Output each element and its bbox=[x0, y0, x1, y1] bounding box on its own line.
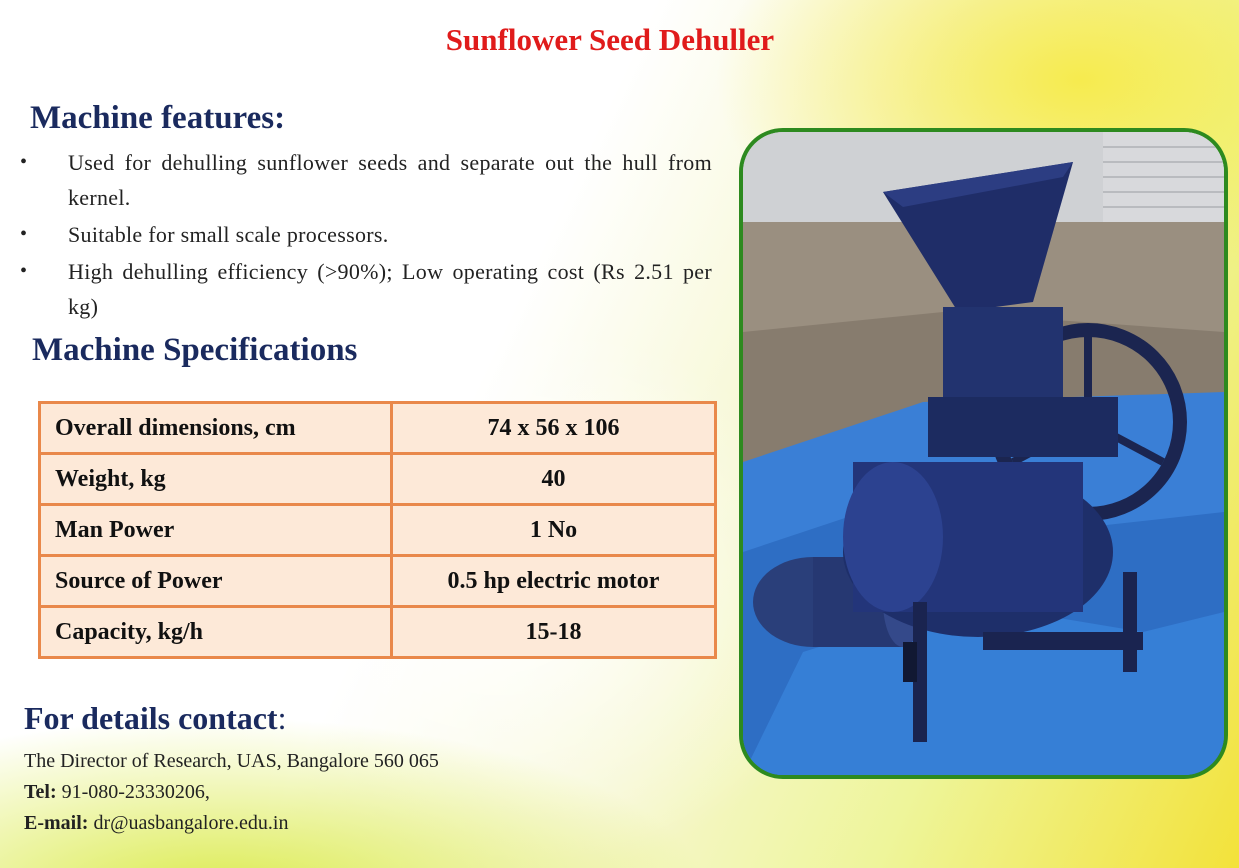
feature-text: Used for dehulling sunflower seeds and separate out the hull from kernel. bbox=[68, 150, 712, 210]
spec-value: 74 x 56 x 106 bbox=[392, 403, 716, 454]
specs-table bbox=[38, 401, 717, 659]
feature-item bbox=[20, 145, 712, 215]
contact-heading-colon: : bbox=[277, 700, 287, 736]
features-heading: Machine features: bbox=[30, 100, 286, 136]
spec-value: 0.5 hp electric motor bbox=[392, 556, 716, 607]
features-list bbox=[20, 145, 712, 326]
spec-label: Source of Power bbox=[40, 556, 392, 607]
contact-details bbox=[24, 746, 439, 839]
email-label: E-mail: bbox=[24, 812, 89, 834]
contact-heading bbox=[24, 700, 286, 737]
table-row bbox=[40, 607, 716, 658]
tel-label: Tel: bbox=[24, 781, 57, 803]
table-row bbox=[40, 454, 716, 505]
contact-heading-text: For details contact bbox=[24, 700, 278, 736]
spec-value: 40 bbox=[392, 454, 716, 505]
specs-heading: Machine Specifications bbox=[32, 332, 358, 368]
dehuller-machine-illustration bbox=[743, 132, 1224, 775]
spec-label: Weight, kg bbox=[40, 454, 392, 505]
spec-label: Capacity, kg/h bbox=[40, 607, 392, 658]
table-row bbox=[40, 556, 716, 607]
spec-value: 15-18 bbox=[392, 607, 716, 658]
table-row bbox=[40, 403, 716, 454]
contact-tel bbox=[24, 777, 439, 808]
tel-value: 91-080-23330206, bbox=[56, 781, 210, 803]
table-row bbox=[40, 505, 716, 556]
feature-item bbox=[20, 254, 712, 324]
bullet-icon: • bbox=[20, 151, 28, 173]
machine-photo bbox=[739, 128, 1228, 779]
contact-address: The Director of Research, UAS, Bangalore 560 065 bbox=[24, 750, 439, 772]
spec-value: 1 No bbox=[392, 505, 716, 556]
bullet-icon: • bbox=[20, 223, 28, 245]
page-title: Sunflower Seed Dehuller bbox=[445, 22, 775, 57]
contact-email bbox=[24, 808, 439, 839]
spec-label: Overall dimensions, cm bbox=[40, 403, 392, 454]
spec-label: Man Power bbox=[40, 505, 392, 556]
bullet-icon: • bbox=[20, 260, 28, 282]
feature-text: Suitable for small scale processors. bbox=[68, 222, 389, 247]
feature-text: High dehulling efficiency (>90%); Low operating cost (Rs 2.51 per kg) bbox=[68, 259, 712, 319]
email-value: dr@uasbangalore.edu.in bbox=[88, 812, 289, 834]
feature-item bbox=[20, 217, 712, 252]
